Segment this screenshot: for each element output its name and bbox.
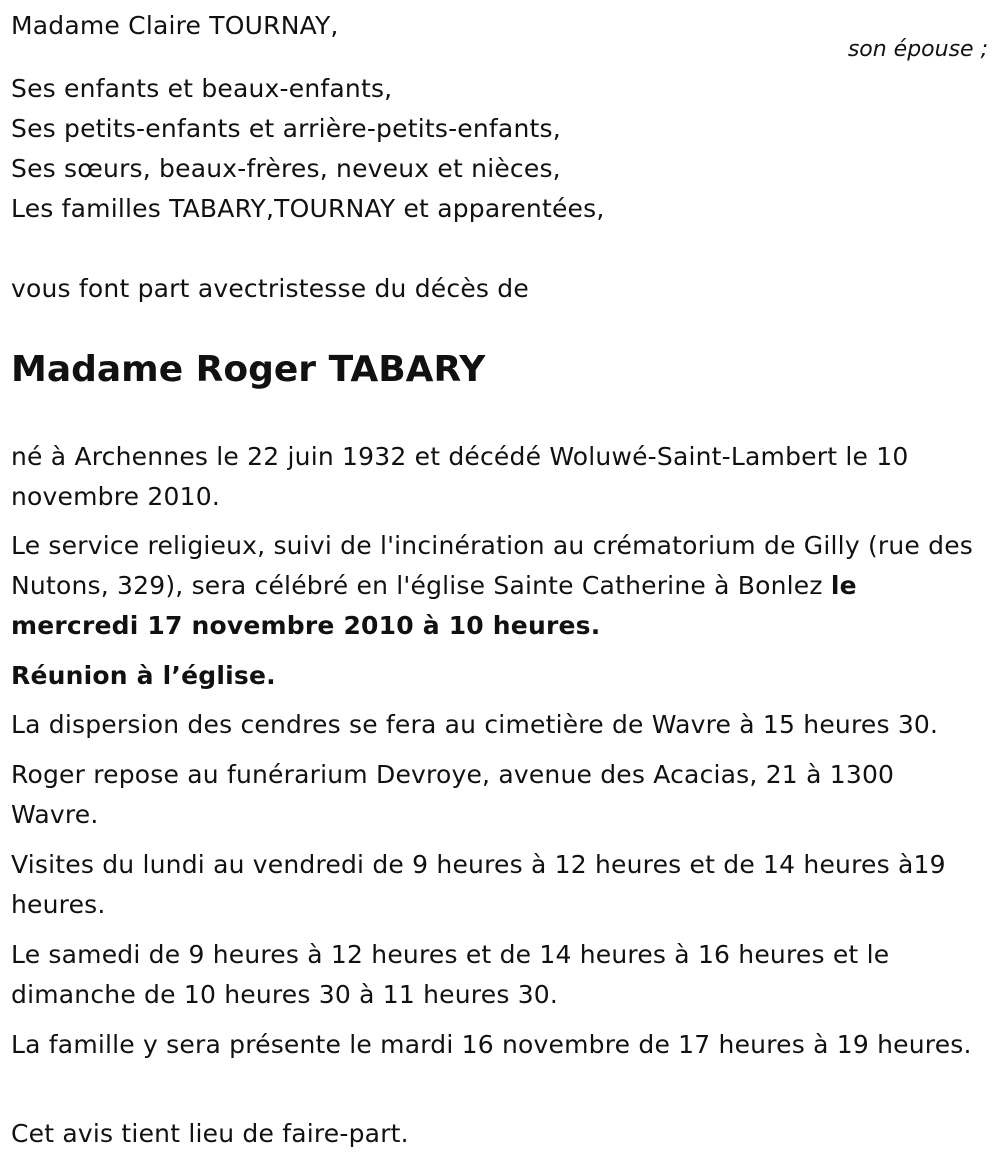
dispersion-paragraph: La dispersion des cendres se fera au cimetière de Wavre à 15 heures 30. — [11, 710, 939, 739]
service-paragraph — [11, 526, 986, 646]
closing-paragraph: Cet avis tient lieu de faire-part. — [11, 1119, 409, 1148]
service-text: Le service religieux, suivi de l'incinération au crématorium de Gilly (rue des Nutons, 329), sera célébré en l'église Sainte Catherine à Bonlez — [11, 531, 974, 600]
announcement-text: vous font part avectristesse du décès de — [11, 274, 529, 303]
spouse-role: son épouse ; — [847, 37, 988, 62]
family-line-children: Ses enfants et beaux-enfants, — [11, 74, 393, 103]
visits-weekdays-paragraph: Visites du lundi au vendredi de 9 heures à 12 heures et de 14 heures à19 heures. — [11, 850, 946, 919]
visits-weekend-paragraph: Le samedi de 9 heures à 12 heures et de 14 heures à 16 heures et le dimanche de 10 heures 30 à 11 heures 30. — [11, 940, 890, 1009]
family-line-siblings: Ses sœurs, beaux-frères, neveux et nièces, — [11, 154, 561, 183]
family-presence-paragraph: La famille y sera présente le mardi 16 novembre de 17 heures à 19 heures. — [11, 1030, 972, 1059]
meeting-paragraph: Réunion à l’église. — [11, 661, 276, 690]
service-date: le mercredi 17 novembre 2010 à 10 heures. — [11, 571, 857, 640]
spouse-name: Madame Claire TOURNAY, — [11, 11, 339, 40]
family-line-families: Les familles TABARY,TOURNAY et apparentées, — [11, 194, 605, 223]
family-line-grandchildren: Ses petits-enfants et arrière-petits-enfants, — [11, 114, 561, 143]
deceased-name: Madame Roger TABARY — [11, 349, 486, 390]
birth-death-paragraph: né à Archennes le 22 juin 1932 et décédé Woluwé-Saint-Lambert le 10 novembre 2010. — [11, 442, 909, 511]
repose-paragraph: Roger repose au funérarium Devroye, avenue des Acacias, 21 à 1300 Wavre. — [11, 760, 895, 829]
